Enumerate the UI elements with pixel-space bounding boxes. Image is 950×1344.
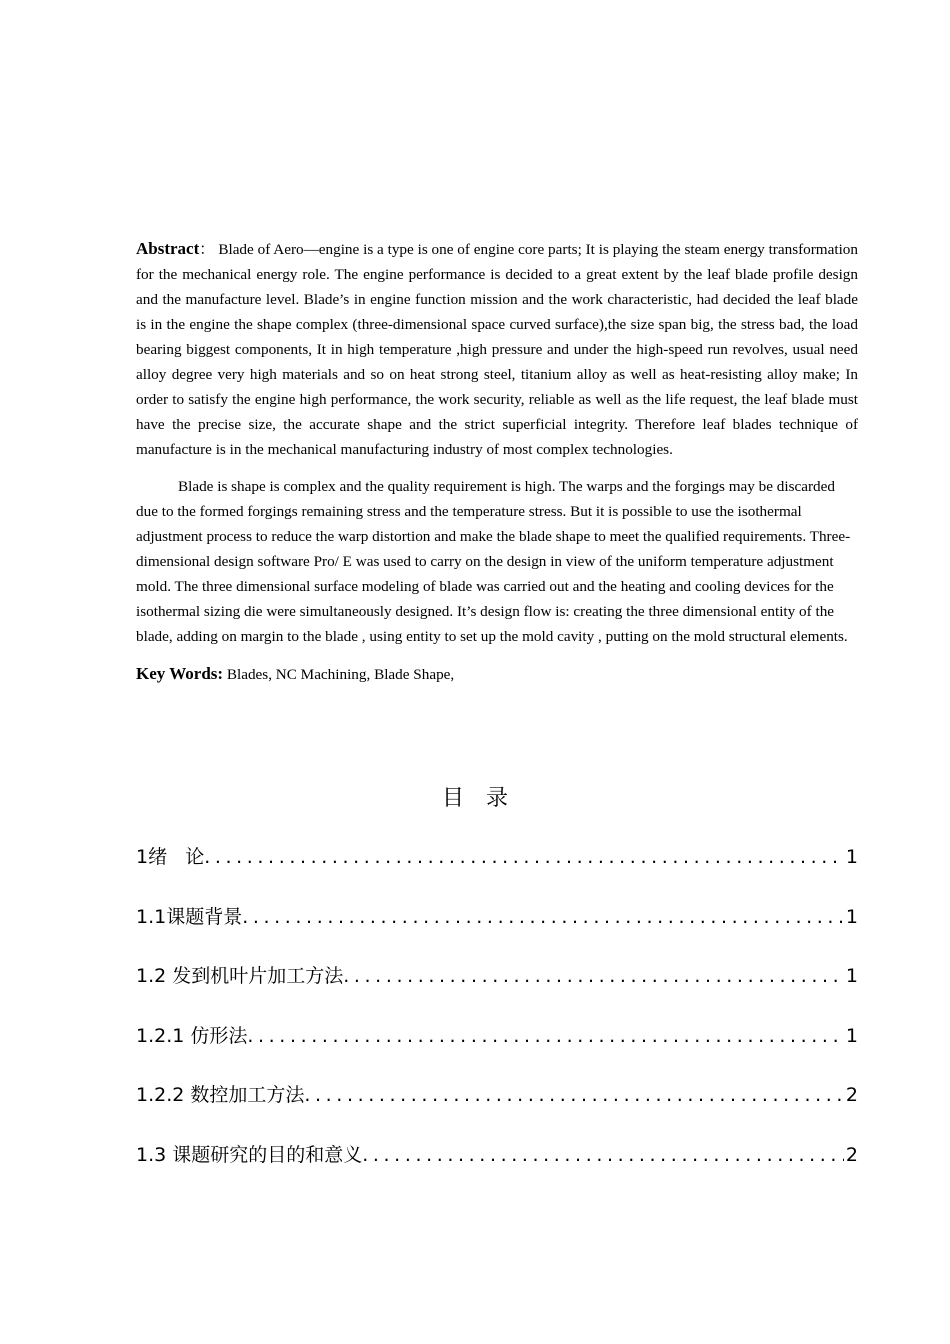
- toc-entry[interactable]: [136, 961, 858, 1021]
- abstract-paragraph: [136, 236, 858, 462]
- keywords-label: Key Words:: [136, 664, 224, 683]
- toc-entry-page: 1: [845, 905, 858, 928]
- toc-leader-dots: [204, 842, 844, 872]
- toc-leader-dots: [247, 1021, 844, 1051]
- abstract-paragraph-2: Blade is shape is complex and the quality requirement is high. The warps and the forgings may be discarded due to the formed forgings remaining stress and the temperature stress. But it is possible to use the isothermal adjustment process to reduce the warp distortion and make the blade shape to meet the qualified requirements. Three-dimensional design software Pro/ E was used to carry on the design in view of the uniform temperature adjustment mold. The three dimensional surface modeling of blade was carried out and the heating and cooling devices for the isothermal sizing die were simultaneously designed. It’s design flow is: creating the three dimensional entity of the blade, adding on margin to the blade , using entity to set up the mold cavity , putting on the mold structural elements.: [136, 478, 851, 645]
- toc-entry[interactable]: [136, 1080, 858, 1140]
- toc-entry-page: 1: [845, 1024, 858, 1047]
- toc-leader-dots: [343, 961, 844, 991]
- toc-entry-page: 1: [845, 965, 858, 988]
- keywords-line: [136, 661, 858, 687]
- keywords-text: Blades, NC Machining, Blade Shape,: [223, 666, 455, 683]
- toc-entry[interactable]: [136, 1021, 858, 1081]
- abstract-text: Blade of Aero—engine is a type is one of engine core parts; It is playing the steam energy transformation for the mechanical energy role. The engine performance is decided to a great extent by the leaf blade profile design and the manufacture level. Blade’s in engine function mission and the work characteristic, had decided the leaf blade is in the engine the shape complex (three-dimensional space curved surface),the size span big, the stress bad, the load bearing biggest components, It in high temperature ,high pressure and under the high-speed run revolves, usual need alloy degree very high materials and so on heat strong steel, titanium alloy as well as heat-resisting alloy make; In order to satisfy the engine high performance, the work security, reliable as well as the life request, the leaf blade must have the precise size, the accurate shape and the strict superficial integrity. Therefore leaf blades technique of manufacture is in the mechanical manufacturing industry of most complex technologies.: [136, 241, 858, 458]
- toc-entry-page: 1: [845, 846, 858, 868]
- toc-leader-dots: [362, 1140, 844, 1170]
- toc-entry[interactable]: [136, 902, 858, 962]
- toc-entry-label: 1.1课题背景: [136, 905, 243, 928]
- abstract-separator: ：: [199, 241, 215, 258]
- toc-title: 目录: [441, 786, 530, 811]
- toc-entry[interactable]: [136, 842, 858, 902]
- abstract-label: Abstract: [136, 239, 200, 258]
- toc-leader-dots: [242, 902, 844, 932]
- toc-entry[interactable]: [136, 1140, 858, 1200]
- toc-entry-page: 2: [845, 1143, 858, 1166]
- abstract-section: [136, 236, 858, 687]
- toc-entry-label: 1.2.1 仿形法: [136, 1024, 248, 1047]
- toc-leader-dots: [304, 1080, 844, 1110]
- toc-entry-label: 1.3 课题研究的目的和意义: [136, 1143, 363, 1166]
- toc-entry-label: 1绪 论: [136, 846, 205, 868]
- table-of-contents: [136, 842, 858, 1200]
- toc-entry-label: 1.2.2 数控加工方法: [136, 1084, 305, 1107]
- toc-entry-page: 2: [845, 1084, 858, 1107]
- toc-entry-label: 1.2 发到机叶片加工方法: [136, 965, 344, 988]
